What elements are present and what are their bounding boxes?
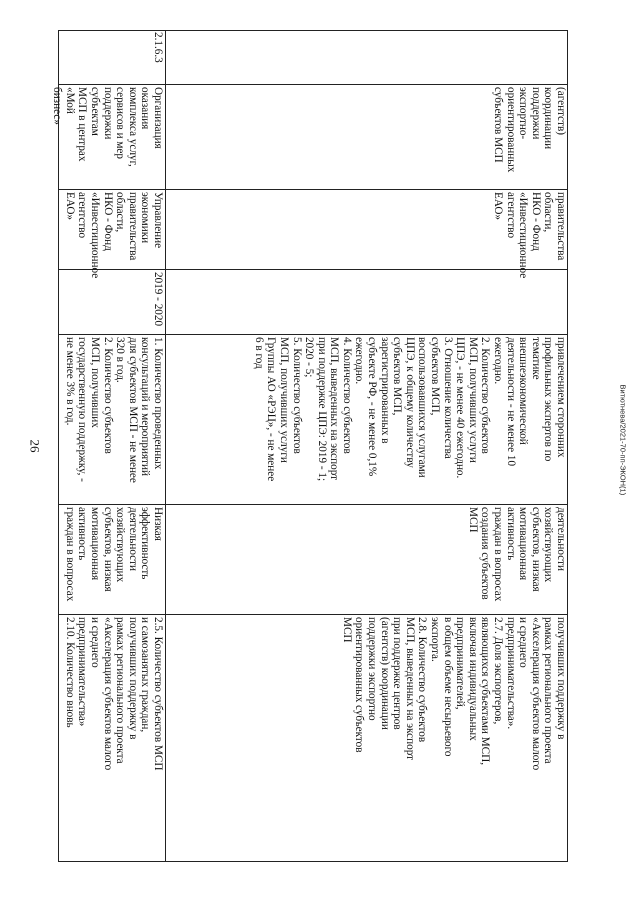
cell-result: 1. Количество проведенных консультаций и мероприятий для субъектов МСП - не менее 320 в год. 2. Количество субъектов МСП, получивших государственную поддержку, - не менее 3% в год. [58,335,165,505]
row-divider [165,30,166,862]
cell-event: Организация оказания комплекса услуг, сервисов и мер поддержки субъектам МСП в центрах «Мой бизнес» [58,85,165,190]
page-number: 26 [27,439,43,453]
cell-problem: Низкая эффективность деятельности хозяйствующих субъектов, низкая мотивационная активность граждан в вопросах [58,505,165,615]
cell-event: (агентств) координации поддержки экспортно- ориентированных субъектов МСП [166,85,568,190]
cell-period: 2019 - 2020 [58,270,165,335]
cell-indicator: 2.5. Количество субъектов МСП и самозанятых граждан, получивших поддержку в рамках регионального проекта «Акселерация субъектов малого и среднего предпринимательства» 2.10. Количество вновь [63,617,164,771]
table-row [51,30,165,862]
cell-responsible: правительства области, НКО - Фонд «Инвестиционное агентство ЕАО» [166,190,568,270]
table-row [166,30,568,862]
cell-number [166,30,568,85]
program-table [51,30,568,862]
cell-result: привлечением сторонних профильных экспертов по тематике внешнеэкономической деятельности - не менее 10 ежегодно. 2. Количество субъектов МСП, получивших услуги ЦПЭ, - не менее 40 ежегодно. 3. Отношение количества субъектов МСП, воспользовавшихся услугами ЦПЭ, к общему количеству субъектов МСП, зарегистрированных в субъекте РФ, - не менее 0,1% ежегодно. 4. Количество субъектов МСП, выведенных на экспорт при поддержке ЦПЭ: 2019 - 1; 2020 - 5; 5. Количество субъектов МСП, получивших услуги Группы АО «РЭЦ», - не менее 6 в год [166,335,568,505]
cell-indicator: получивших поддержку в рамках регионального проекта «Акселерация субъектов малого и среднего предпринимательства». 2.7. Доля экспортеров, являющихся субъектами МСП, включая индивидуальных предпринимателей, в общем объеме несырьевого экспорта. 2.8. Количество субъектов МСП, выведенных на экспорт при поддержке центров (агентств) координации поддержки экспортно ориентированных субъектов МСП [340,617,567,771]
cell-responsible: Управление экономики правительства области, НКО - Фонд «Инвестиционное агентство ЕАО» [58,190,165,270]
cell-number: 2.1.6.3 [58,30,165,85]
footer-code: Витютнева/2021-70-пп-ЭКОН(1) [618,384,628,496]
cell-period [166,270,568,335]
cell-problem: деятельности хозяйствующих субъектов, низкая мотивационная активность граждан в вопросах создания субъектов МСП [166,505,568,615]
